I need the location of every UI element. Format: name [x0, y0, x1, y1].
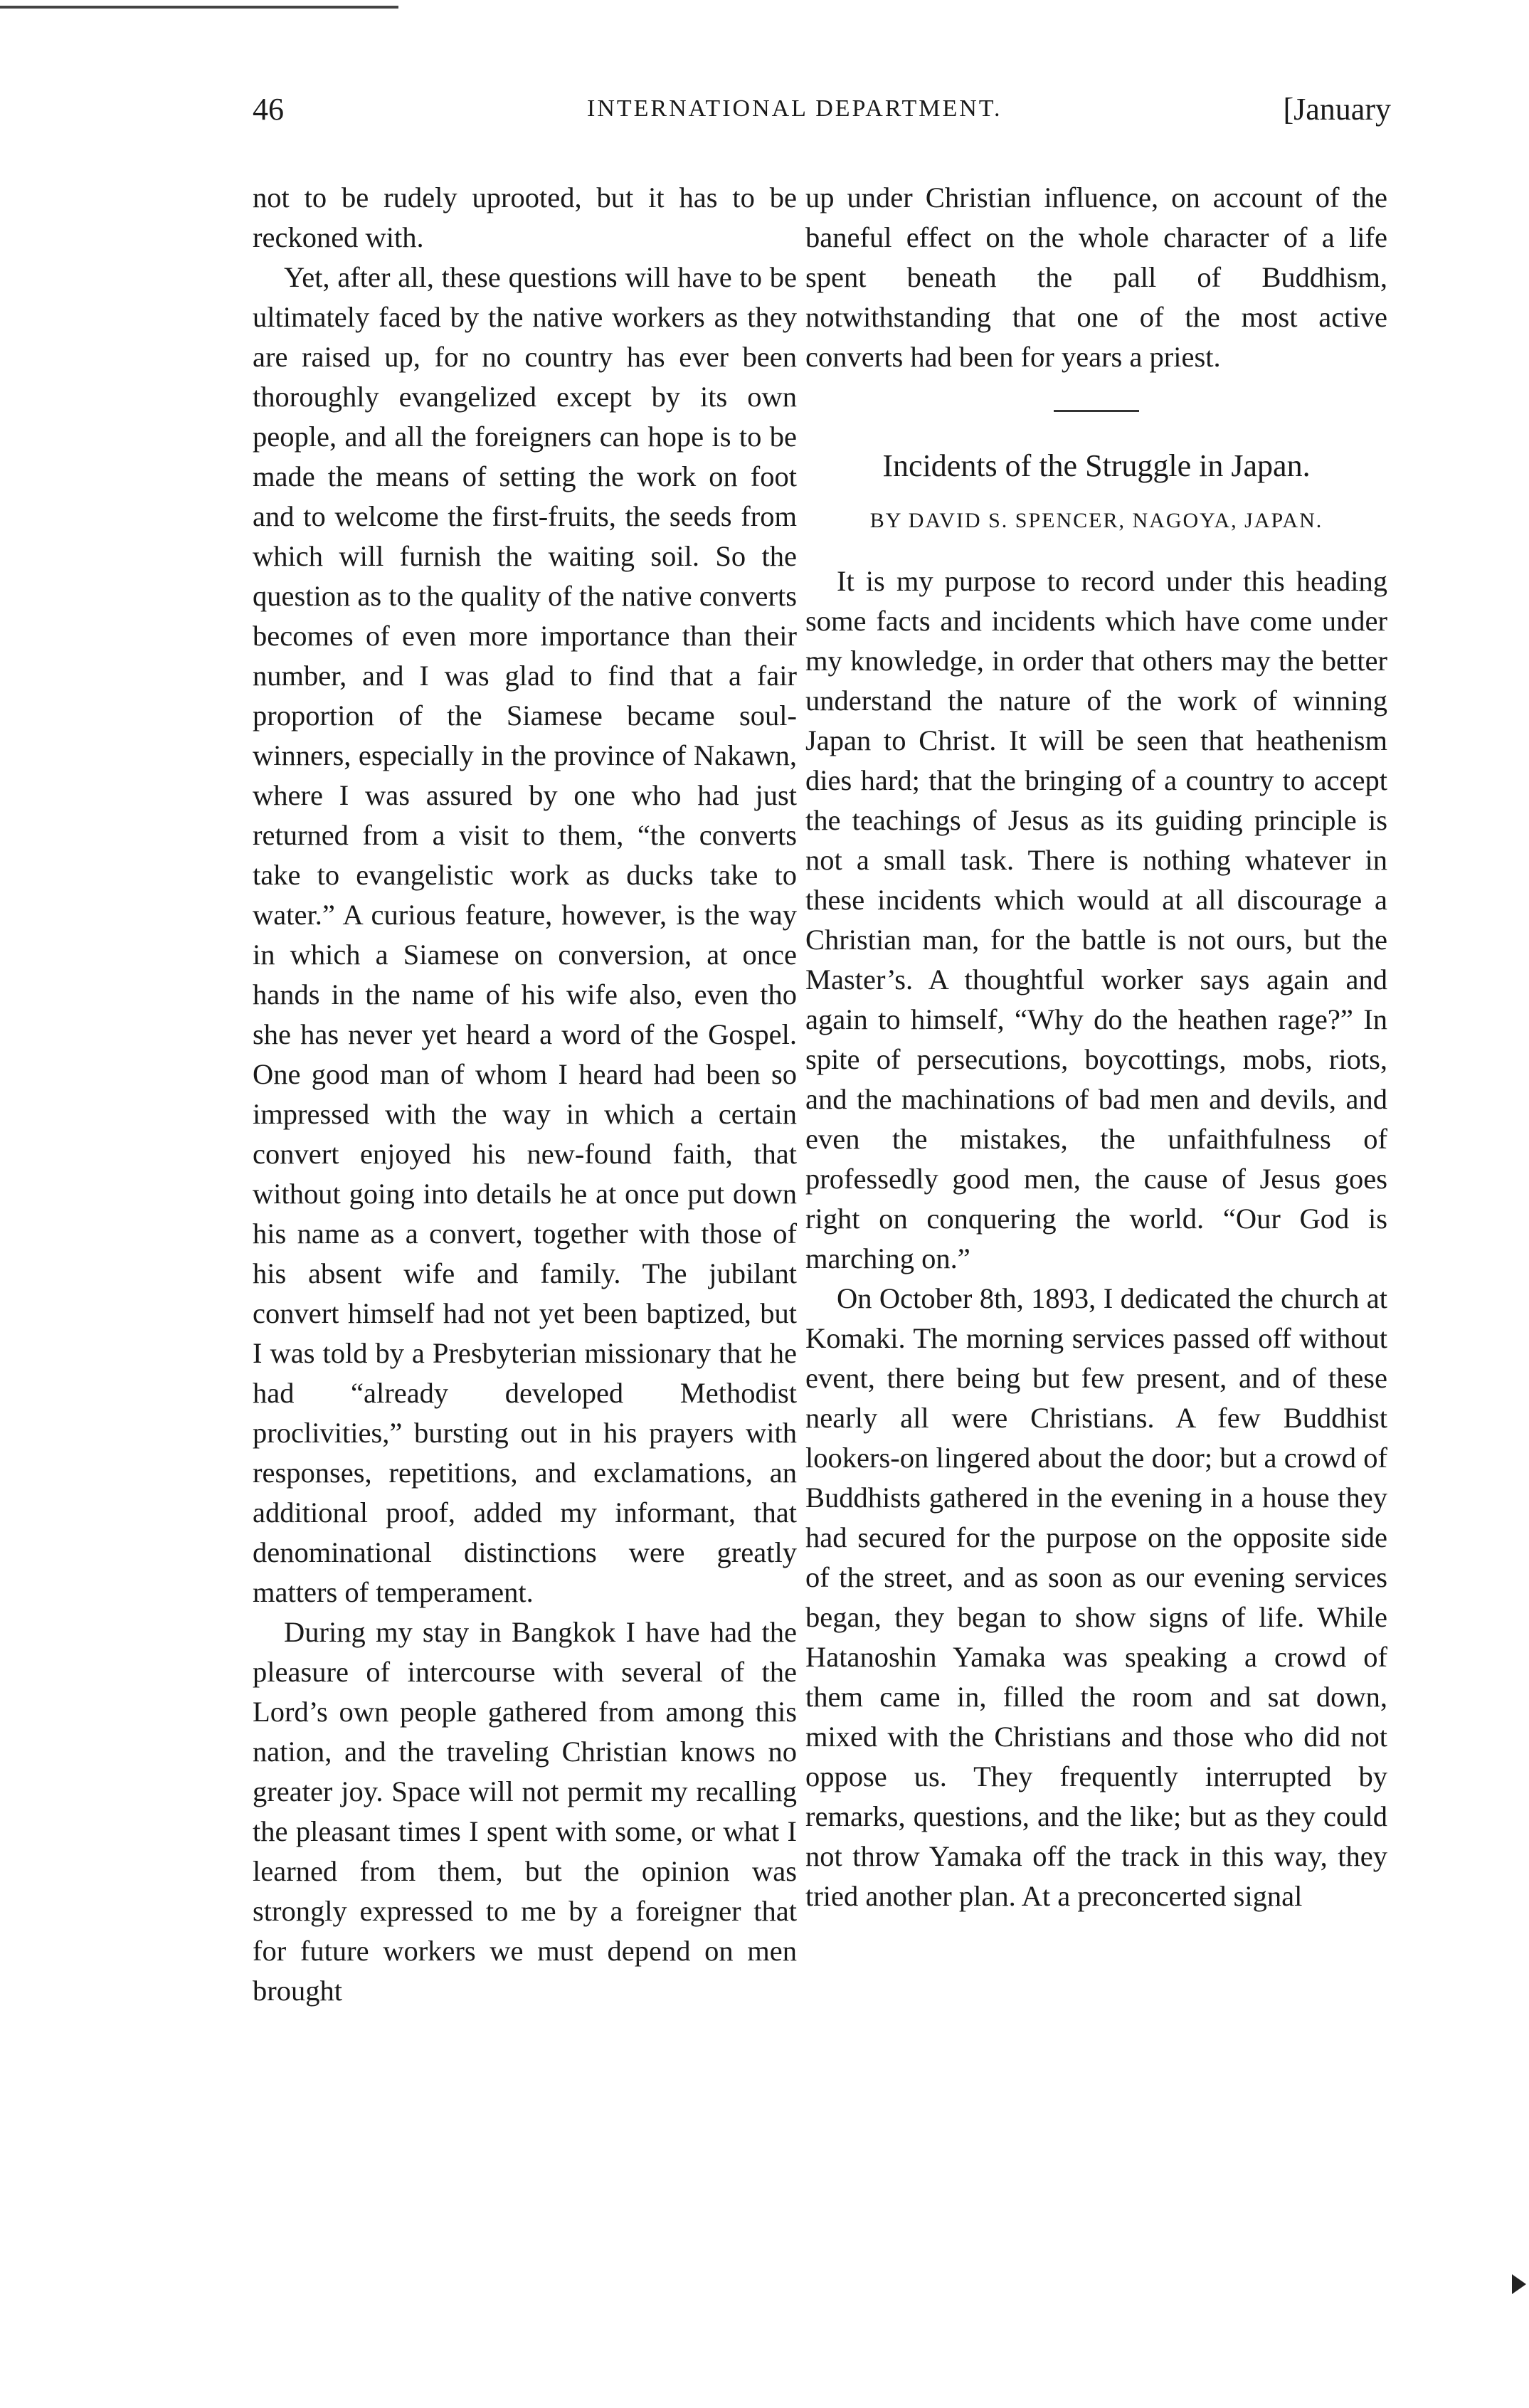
issue-month: [January	[1283, 92, 1391, 127]
page-header	[253, 91, 1391, 148]
left-column	[253, 178, 797, 2011]
paragraph: Yet, after all, these questions will have to be ultimately faced by the native workers as they are raised up, for no country has ever been thoroughly evangelized except by its own people, and all the foreigners can hope is to be made the means of setting the work on foot and to welcome the first-fruits, the seeds from which will furnish the waiting soil. So the question as to the quality of the native converts becomes of even more importance than their number, and I was glad to find that a fair proportion of the Siamese became soul-winners, especially in the province of Nakawn, where I was assured by one who had just returned from a visit to them, “the converts take to evangelistic work as ducks take to water.” A curious feature, however, is the way in which a Siamese on conversion, at once hands in the name of his wife also, even tho she has never yet heard a word of the Gospel. One good man of whom I heard had been so impressed with the way in which a certain convert enjoyed his new-found faith, that without going into details he at once put down his name as a convert, together with those of his absent wife and family. The jubilant convert himself had not yet been baptized, but I was told by a Presbyterian missionary that he had “already developed Methodist proclivities,” bursting out in his prayers with responses, repetitions, and exclamations, an additional proof, added my informant, that denominational distinctions were greatly matters of temperament.	[253, 261, 797, 1608]
article-title: Incidents of the Struggle in Japan.	[882, 448, 1311, 483]
article-byline: BY DAVID S. SPENCER, NAGOYA, JAPAN.	[869, 509, 1323, 532]
paragraph: During my stay in Bangkok I have had the pleasure of intercourse with several of the Lord’s own people gathered from among this nation, and the traveling Christian knows no greater joy. Space will not permit my recalling the pleasant times I spent with some, or what I learned from them, but the opinion was strongly expressed to me by a foreigner that for future workers we must depend on men brought	[253, 1616, 797, 2007]
paragraph: On October 8th, 1893, I dedicated the church at Komaki. The morning services passed off without event, there being but few present, and of these nearly all were Christians. A few Buddhist lookers-on lingered about the door; but a crowd of Buddhists gathered in the evening in a house they had secured for the purpose on the opposite side of the street, and as soon as our evening services began, they began to show signs of life. While Hatanoshin Yamaka was speaking a crowd of them came in, filled the room and sat down, mixed with the Christians and those who did not oppose us. They frequently interrupted by remarks, questions, and the like; but as they could not throw Yamaka off the track in this way, they tried another plan. At a preconcerted signal	[805, 1282, 1387, 1912]
right-column	[805, 178, 1387, 1916]
page-number: 46	[253, 92, 284, 127]
paragraph: up under Christian influence, on account of the baneful effect on the whole character of a life spent beneath the pall of Buddhism, notwithstanding that one of the most active converts had been for years a priest.	[805, 181, 1387, 373]
paragraph: It is my purpose to record under this heading some facts and incidents which have come under my knowledge, in order that others may the better understand the nature of the work of winning Japan to Christ. It will be seen that heathenism dies hard; that the bringing of a country to accept the teachings of Jesus as its guiding principle is not a small task. There is nothing whatever in these incidents which would at all discourage a Christian man, for the battle is not ours, but the Master’s. A thoughtful worker says again and again to himself, “Why do the heathen rage?” In spite of persecutions, boycottings, mobs, riots, and the machinations of bad men and devils, and even the mistakes, the unfaithfulness of professedly good men, the cause of Jesus goes right on conquering the world. “Our God is marching on.”	[805, 565, 1387, 1274]
running-title: INTERNATIONAL DEPARTMENT.	[587, 95, 1002, 122]
margin-arrow-icon	[1512, 2274, 1526, 2294]
top-rule	[0, 6, 398, 9]
paragraph: not to be rudely uprooted, but it has to be reckoned with.	[253, 181, 797, 253]
section-divider	[1054, 410, 1139, 412]
